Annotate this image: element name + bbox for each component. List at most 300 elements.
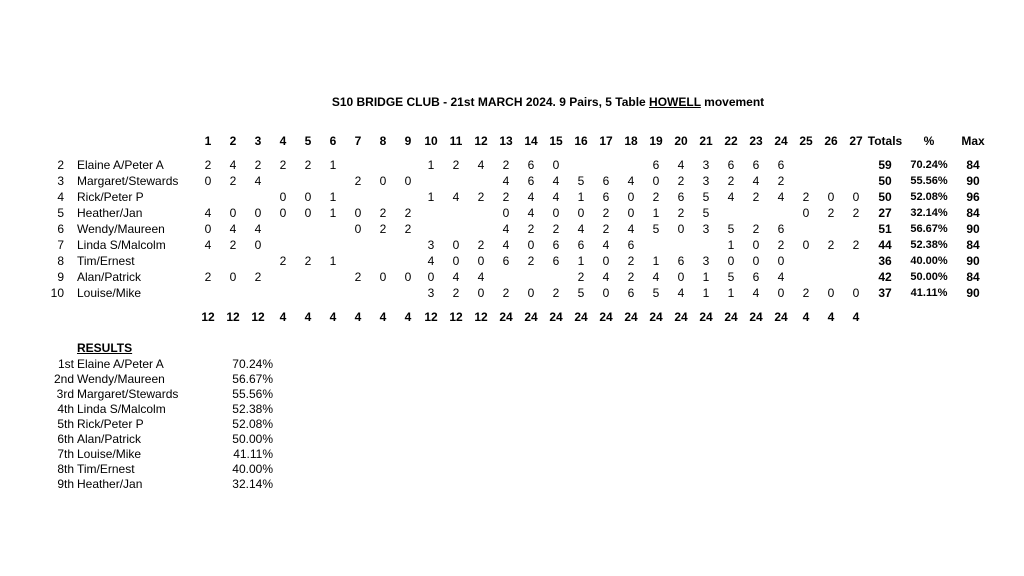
board-score: 1	[727, 238, 735, 252]
board-score: 2	[502, 286, 510, 300]
max-header: Max	[961, 134, 985, 148]
result-name: Alan/Patrick	[77, 432, 142, 446]
board-score: 2	[527, 254, 535, 268]
board-score: 2	[477, 238, 485, 252]
board-score: 4	[204, 238, 212, 252]
result-place: 7th	[57, 447, 74, 461]
board-max: 12	[424, 310, 438, 324]
pair-max: 90	[966, 174, 980, 188]
board-score: 2	[304, 254, 312, 268]
board-header: 27	[849, 134, 863, 148]
board-max: 24	[499, 310, 513, 324]
result-percent: 40.00%	[232, 462, 273, 476]
board-score: 5	[702, 206, 710, 220]
board-score: 0	[727, 254, 735, 268]
board-score: 3	[427, 238, 435, 252]
board-score: 0	[552, 206, 560, 220]
board-header: 9	[404, 134, 412, 148]
pair-max: 84	[966, 238, 980, 252]
board-score: 4	[254, 222, 262, 236]
pair-number: 6	[57, 222, 64, 236]
board-score: 0	[577, 206, 585, 220]
title-suffix-text: movement	[700, 95, 765, 109]
board-header: 24	[774, 134, 788, 148]
board-score: 4	[727, 190, 735, 204]
pair-max: 84	[966, 206, 980, 220]
board-score: 2	[502, 158, 510, 172]
result-name: Margaret/Stewards	[77, 387, 179, 401]
board-score: 4	[527, 190, 535, 204]
board-score: 2	[254, 270, 262, 284]
board-score: 5	[652, 286, 660, 300]
board-score: 4	[502, 174, 510, 188]
pair-max: 90	[966, 286, 980, 300]
board-score: 1	[427, 158, 435, 172]
board-score: 4	[477, 270, 485, 284]
board-score: 2	[777, 174, 785, 188]
board-score: 0	[404, 270, 412, 284]
pair-percent: 70.24%	[910, 159, 948, 171]
board-score: 0	[852, 190, 860, 204]
pair-total: 50	[878, 190, 892, 204]
board-score: 0	[404, 174, 412, 188]
board-score: 1	[577, 254, 585, 268]
board-score: 6	[677, 190, 685, 204]
board-score: 2	[752, 222, 760, 236]
board-score: 4	[627, 222, 635, 236]
board-header: 15	[549, 134, 563, 148]
board-score: 2	[452, 286, 460, 300]
board-score: 2	[727, 174, 735, 188]
pair-number: 5	[57, 206, 64, 220]
board-score: 0	[502, 206, 510, 220]
board-max: 12	[226, 310, 240, 324]
board-score: 2	[354, 174, 362, 188]
board-score: 3	[702, 254, 710, 268]
board-score: 0	[279, 190, 287, 204]
pair-max: 84	[966, 270, 980, 284]
board-max: 24	[599, 310, 613, 324]
board-score: 0	[752, 254, 760, 268]
board-score: 6	[652, 158, 660, 172]
board-score: 4	[577, 222, 585, 236]
board-max: 24	[724, 310, 738, 324]
board-score: 0	[777, 254, 785, 268]
board-score: 2	[627, 270, 635, 284]
board-score: 0	[852, 286, 860, 300]
board-score: 4	[602, 270, 610, 284]
board-score: 6	[727, 158, 735, 172]
result-percent: 50.00%	[232, 432, 273, 446]
board-score: 6	[777, 222, 785, 236]
board-score: 0	[279, 206, 287, 220]
board-header: 2	[229, 134, 237, 148]
board-score: 4	[552, 190, 560, 204]
board-score: 2	[502, 190, 510, 204]
board-max: 24	[624, 310, 638, 324]
board-score: 0	[802, 206, 810, 220]
board-score: 4	[204, 206, 212, 220]
title-underlined-text: HOWELL	[649, 95, 701, 109]
board-score: 0	[677, 222, 685, 236]
board-score: 3	[702, 174, 710, 188]
result-percent: 70.24%	[232, 357, 273, 371]
board-score: 1	[329, 158, 337, 172]
result-place: 4th	[57, 402, 74, 416]
board-score: 2	[677, 206, 685, 220]
result-name: Linda S/Malcolm	[77, 402, 166, 416]
result-percent: 55.56%	[232, 387, 273, 401]
board-score: 5	[652, 222, 660, 236]
percent-header: %	[923, 134, 935, 148]
board-header: 11	[449, 134, 463, 148]
board-score: 0	[602, 254, 610, 268]
board-score: 6	[502, 254, 510, 268]
board-score: 0	[354, 206, 362, 220]
board-score: 4	[652, 270, 660, 284]
board-score: 0	[204, 222, 212, 236]
board-header: 26	[824, 134, 838, 148]
board-max: 24	[749, 310, 763, 324]
board-score: 5	[577, 286, 585, 300]
pair-total: 37	[878, 286, 892, 300]
board-score: 0	[827, 190, 835, 204]
board-header: 19	[649, 134, 663, 148]
pair-percent: 55.56%	[910, 175, 948, 187]
pair-max: 84	[966, 158, 980, 172]
board-score: 6	[552, 238, 560, 252]
board-score: 0	[602, 286, 610, 300]
pair-number: 10	[50, 286, 64, 300]
board-score: 0	[527, 286, 535, 300]
pair-name: Margaret/Stewards	[77, 174, 179, 188]
result-percent: 56.67%	[232, 372, 273, 386]
title-text: S10 BRIDGE CLUB - 21st MARCH 2024. 9 Pairs, 5 Table	[331, 95, 650, 109]
board-score: 2	[802, 190, 810, 204]
board-score: 2	[652, 190, 660, 204]
board-score: 4	[254, 174, 262, 188]
board-score: 2	[552, 286, 560, 300]
pair-percent: 56.67%	[910, 223, 948, 235]
board-score: 0	[477, 254, 485, 268]
board-score: 6	[602, 190, 610, 204]
board-score: 4	[229, 222, 237, 236]
board-score: 4	[452, 190, 460, 204]
board-score: 2	[229, 238, 237, 252]
pair-total: 59	[878, 158, 892, 172]
board-score: 0	[627, 206, 635, 220]
board-max: 24	[774, 310, 788, 324]
board-header: 18	[624, 134, 638, 148]
board-score: 6	[602, 174, 610, 188]
board-score: 4	[502, 222, 510, 236]
board-score: 0	[527, 238, 535, 252]
pair-percent: 32.14%	[910, 207, 948, 219]
board-score: 2	[802, 286, 810, 300]
board-score: 2	[354, 270, 362, 284]
board-score: 4	[602, 238, 610, 252]
board-header: 16	[574, 134, 588, 148]
board-header: 25	[799, 134, 813, 148]
board-score: 5	[577, 174, 585, 188]
board-score: 2	[304, 158, 312, 172]
pair-total: 51	[878, 222, 892, 236]
result-name: Elaine A/Peter A	[77, 357, 164, 371]
result-place: 3rd	[56, 387, 74, 401]
board-score: 0	[229, 270, 237, 284]
board-score: 1	[702, 286, 710, 300]
results-heading: RESULTS	[77, 341, 133, 355]
page-title	[332, 95, 764, 109]
board-max: 24	[524, 310, 538, 324]
board-max: 24	[549, 310, 563, 324]
pair-name: Louise/Mike	[77, 286, 142, 300]
board-score: 2	[477, 190, 485, 204]
board-score: 0	[452, 238, 460, 252]
pair-total: 44	[878, 238, 892, 252]
pair-percent: 40.00%	[910, 255, 948, 267]
board-score: 1	[702, 270, 710, 284]
board-max: 12	[474, 310, 488, 324]
board-header: 23	[749, 134, 763, 148]
board-score: 5	[702, 190, 710, 204]
board-score: 4	[527, 206, 535, 220]
board-score: 2	[279, 158, 287, 172]
board-score: 5	[727, 222, 735, 236]
board-score: 0	[777, 286, 785, 300]
board-score: 4	[677, 158, 685, 172]
board-score: 2	[254, 158, 262, 172]
board-score: 4	[452, 270, 460, 284]
pair-total: 42	[878, 270, 892, 284]
pair-name: Elaine A/Peter A	[77, 158, 164, 172]
board-score: 0	[477, 286, 485, 300]
result-place: 5th	[57, 417, 74, 431]
pair-name: Wendy/Maureen	[77, 222, 165, 236]
board-score: 0	[627, 190, 635, 204]
board-score: 6	[777, 158, 785, 172]
board-score: 4	[777, 190, 785, 204]
board-score: 0	[677, 270, 685, 284]
board-score: 3	[702, 222, 710, 236]
pair-number: 8	[57, 254, 64, 268]
board-header: 1	[204, 134, 212, 148]
result-percent: 52.38%	[232, 402, 273, 416]
result-name: Tim/Ernest	[77, 462, 135, 476]
board-score: 6	[627, 238, 635, 252]
board-score: 6	[527, 174, 535, 188]
totals-header: Totals	[867, 134, 903, 148]
board-max: 4	[279, 310, 287, 324]
board-score: 2	[602, 222, 610, 236]
board-score: 2	[229, 174, 237, 188]
board-score: 0	[379, 270, 387, 284]
board-score: 6	[627, 286, 635, 300]
board-score: 2	[852, 206, 860, 220]
board-score: 2	[452, 158, 460, 172]
board-score: 0	[827, 286, 835, 300]
board-max: 4	[852, 310, 860, 324]
board-score: 0	[652, 174, 660, 188]
board-score: 1	[652, 254, 660, 268]
board-max: 4	[304, 310, 312, 324]
board-score: 2	[752, 190, 760, 204]
board-score: 6	[577, 238, 585, 252]
board-score: 1	[329, 206, 337, 220]
board-score: 1	[577, 190, 585, 204]
board-score: 0	[552, 158, 560, 172]
board-score: 2	[627, 254, 635, 268]
board-header: 22	[724, 134, 738, 148]
pair-number: 7	[57, 238, 64, 252]
result-place: 9th	[57, 477, 74, 491]
result-place: 6th	[57, 432, 74, 446]
board-score: 0	[254, 238, 262, 252]
board-score: 4	[502, 238, 510, 252]
board-score: 2	[852, 238, 860, 252]
pair-max: 90	[966, 222, 980, 236]
board-score: 0	[229, 206, 237, 220]
result-name: Heather/Jan	[77, 477, 143, 491]
board-score: 4	[229, 158, 237, 172]
pair-percent: 52.08%	[910, 191, 948, 203]
board-max: 4	[827, 310, 835, 324]
board-score: 1	[329, 190, 337, 204]
board-max: 24	[574, 310, 588, 324]
board-score: 2	[204, 158, 212, 172]
board-score: 2	[279, 254, 287, 268]
board-score: 0	[304, 190, 312, 204]
pair-number: 9	[57, 270, 64, 284]
board-score: 2	[677, 174, 685, 188]
board-score: 2	[827, 206, 835, 220]
pair-total: 50	[878, 174, 892, 188]
board-score: 2	[577, 270, 585, 284]
board-max: 4	[354, 310, 362, 324]
board-score: 4	[677, 286, 685, 300]
board-max: 24	[699, 310, 713, 324]
board-header: 21	[699, 134, 713, 148]
board-max: 12	[201, 310, 215, 324]
board-header: 5	[304, 134, 312, 148]
board-header: 3	[254, 134, 262, 148]
pair-max: 96	[966, 190, 980, 204]
board-score: 4	[777, 270, 785, 284]
result-place: 2nd	[53, 372, 74, 386]
board-score: 2	[379, 222, 387, 236]
pair-name: Alan/Patrick	[77, 270, 142, 284]
board-score: 4	[477, 158, 485, 172]
board-score: 2	[552, 222, 560, 236]
board-max: 4	[379, 310, 387, 324]
board-score: 2	[379, 206, 387, 220]
board-header: 10	[424, 134, 438, 148]
pair-total: 36	[878, 254, 892, 268]
pair-name: Tim/Ernest	[77, 254, 135, 268]
board-max: 4	[404, 310, 412, 324]
board-score: 0	[752, 238, 760, 252]
board-score: 6	[752, 270, 760, 284]
pair-name: Linda S/Malcolm	[77, 238, 166, 252]
board-header: 13	[499, 134, 513, 148]
result-place: 1st	[57, 357, 74, 371]
board-max: 24	[674, 310, 688, 324]
board-score: 5	[727, 270, 735, 284]
board-score: 4	[752, 286, 760, 300]
board-header: 14	[524, 134, 538, 148]
board-score: 0	[304, 206, 312, 220]
board-score: 2	[404, 206, 412, 220]
board-max: 12	[251, 310, 265, 324]
result-percent: 32.14%	[232, 477, 273, 491]
board-score: 3	[427, 286, 435, 300]
pair-percent: 41.11%	[910, 287, 948, 299]
board-header: 17	[599, 134, 613, 148]
board-score: 2	[204, 270, 212, 284]
board-header: 20	[674, 134, 688, 148]
board-score: 2	[777, 238, 785, 252]
result-name: Wendy/Maureen	[77, 372, 165, 386]
pair-percent: 50.00%	[910, 271, 948, 283]
pair-number: 4	[57, 190, 64, 204]
result-percent: 41.11%	[233, 447, 273, 461]
pair-number: 2	[57, 158, 64, 172]
board-score: 0	[204, 174, 212, 188]
board-score: 1	[652, 206, 660, 220]
board-score: 4	[752, 174, 760, 188]
board-score: 6	[752, 158, 760, 172]
board-score: 1	[727, 286, 735, 300]
board-score: 2	[602, 206, 610, 220]
board-score: 2	[527, 222, 535, 236]
board-header: 8	[379, 134, 387, 148]
result-place: 8th	[57, 462, 74, 476]
pair-percent: 52.38%	[910, 239, 948, 251]
pair-name: Rick/Peter P	[77, 190, 144, 204]
pair-name: Heather/Jan	[77, 206, 143, 220]
board-score: 6	[527, 158, 535, 172]
board-header: 12	[474, 134, 488, 148]
result-name: Louise/Mike	[77, 447, 142, 461]
board-max: 24	[649, 310, 663, 324]
board-score: 0	[254, 206, 262, 220]
board-score: 6	[552, 254, 560, 268]
board-max: 4	[802, 310, 810, 324]
result-name: Rick/Peter P	[77, 417, 144, 431]
board-score: 6	[677, 254, 685, 268]
pair-total: 27	[878, 206, 892, 220]
board-header: 4	[279, 134, 287, 148]
board-header: 7	[354, 134, 362, 148]
board-score: 1	[427, 190, 435, 204]
board-max: 12	[449, 310, 463, 324]
board-score: 3	[702, 158, 710, 172]
board-score: 4	[427, 254, 435, 268]
board-max: 4	[329, 310, 337, 324]
board-score: 0	[427, 270, 435, 284]
board-score: 0	[452, 254, 460, 268]
board-header: 6	[329, 134, 337, 148]
board-score: 0	[379, 174, 387, 188]
board-score: 2	[827, 238, 835, 252]
board-score: 2	[404, 222, 412, 236]
board-score: 4	[627, 174, 635, 188]
pair-max: 90	[966, 254, 980, 268]
pair-number: 3	[57, 174, 64, 188]
board-score: 1	[329, 254, 337, 268]
board-score: 0	[802, 238, 810, 252]
result-percent: 52.08%	[232, 417, 273, 431]
